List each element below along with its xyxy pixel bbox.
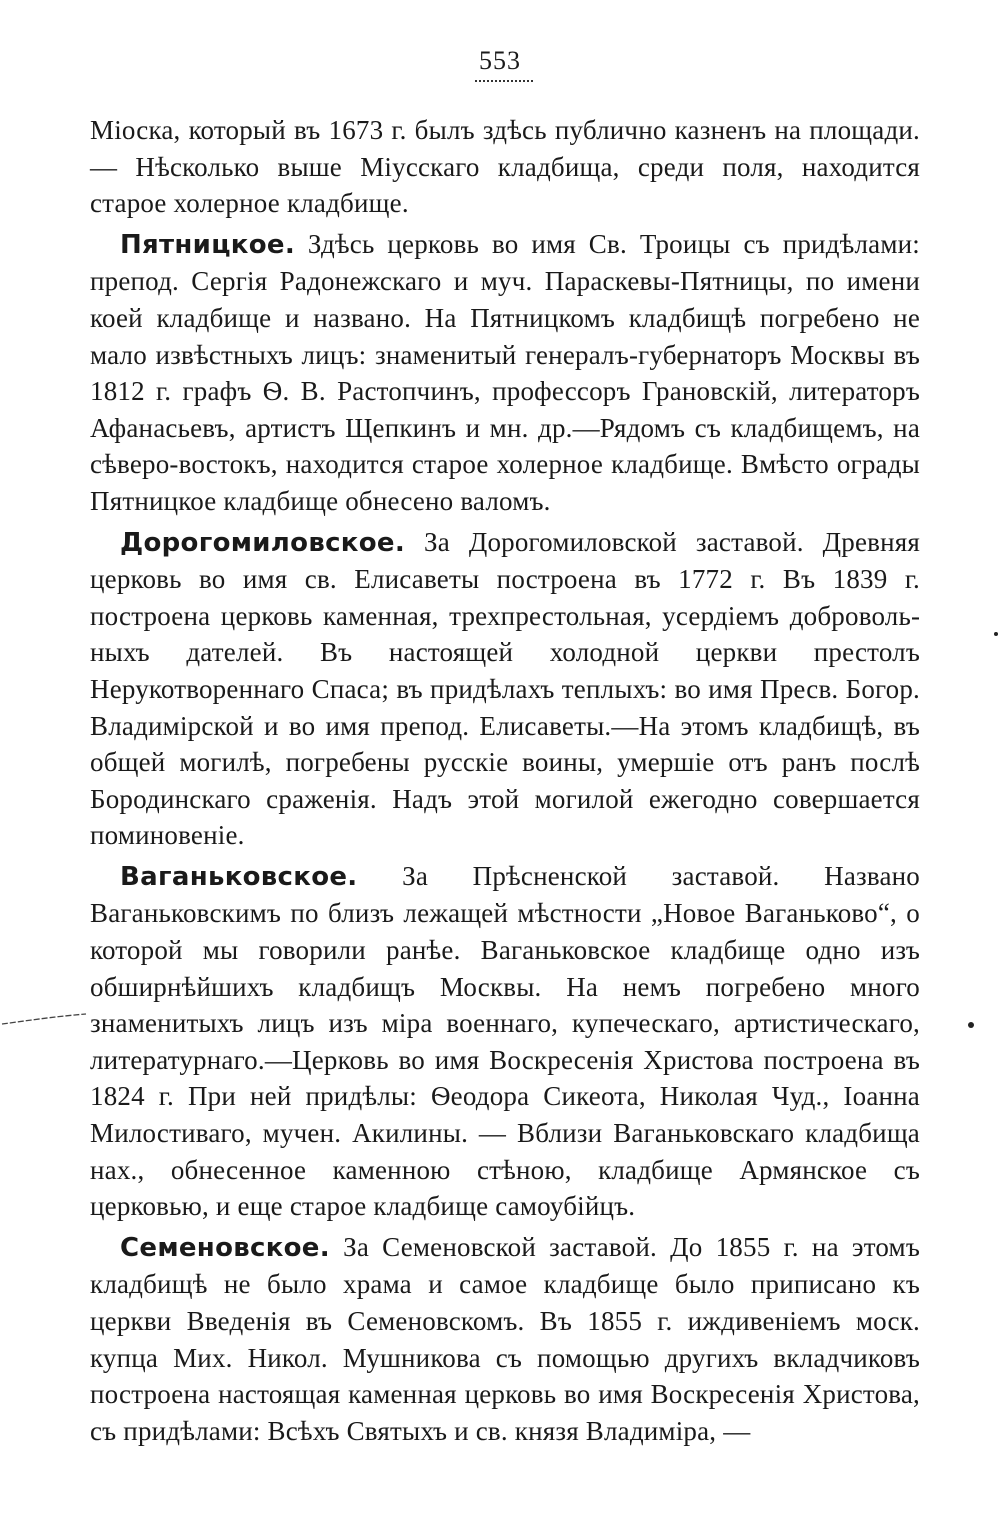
margin-ink-dot	[968, 1022, 974, 1028]
section-heading-dorogomilovskoe: Дорогомиловское.	[120, 527, 405, 558]
paragraph-semenovskoe	[90, 1229, 920, 1450]
paragraph-pyatnitskoe	[90, 226, 920, 520]
paragraph-text: За Семеновской заставой. До 1855 г. на этомъ кладбищѣ не было храма и самое кладбище было приписано къ церкви Введенія въ Семеновскомъ. Въ 1855 г. иждивеніемъ моск. купца Мих. Никол. Мушникова съ помощью другихъ вкладчиковъ построена настоящая каменная церковь во имя Воскресенія Христова, съ придѣлами: Всѣхъ Святыхъ и св. князя Владиміра, —	[90, 1231, 920, 1446]
page-number-rule	[475, 80, 533, 82]
paragraph-text: Здѣсь церковь во имя Св. Троицы съ придѣлами: препод. Сергія Радонежскаго и муч. Параскевы-Пятницы, по имени коей кладбище и названо. На Пятницкомъ кладбищѣ погребено не мало извѣстныхъ лицъ: знаменитый генералъ-губернаторъ Москвы въ 1812 г. графъ Ѳ. В. Растопчинъ, профессоръ Грановскій, литераторъ Афанасьевъ, артистъ Щепкинъ и мн. др.—Рядомъ съ кладбищемъ, на сѣверо-востокъ, находится старое холерное кладбище. Вмѣсто ограды Пятницкое кладбище обнесено валомъ.	[90, 228, 920, 516]
section-heading-pyatnitskoe: Пятницкое.	[120, 229, 295, 260]
page-number: 553	[479, 46, 521, 75]
paragraph-dorogomilovskoe	[90, 524, 920, 854]
pencil-stroke-mark	[0, 1012, 88, 1026]
paragraph-text: За Дорогомиловской заставой. Древняя церковь во имя св. Елисаветы построена въ 1772 г. Въ 1839 г. построена церковь каменная, трехпрестольная, усердіемъ добровольныхъ дателей. Въ настоящей холодной церкви престолъ Нерукотвореннаго Спаса; въ придѣлахъ теплыхъ: во имя Пресв. Богор. Владимірской и во имя препод. Елисаветы.—На этомъ кладбищѣ, въ общей могилѣ, погребены русскіе воины, умершіе отъ ранъ послѣ Бородинскаго сраженія. Надъ этой могилой ежегодно совершается поминовеніе.	[90, 526, 920, 851]
paragraph-text: Міоска, который въ 1673 г. былъ здѣсь публично казненъ на площади. — Нѣсколько выше Міусскаго кладбища, среди поля, находится старое холерное кладбище.	[90, 115, 920, 219]
section-heading-vagankovskoe: Ваганьковское.	[120, 861, 358, 892]
section-heading-semenovskoe: Семеновское.	[120, 1232, 330, 1263]
paragraph-vagankovskoe	[90, 858, 920, 1225]
margin-ink-dot	[994, 632, 998, 636]
body-text	[90, 112, 920, 1453]
paragraph-text: За Прѣсненской заставой. Названо Ваганьковскимъ по близъ лежащей мѣстности „Новое Ваганьково“, о которой мы говорили ранѣе. Ваганьковское кладбище одно изъ обширнѣйшихъ кладбищъ Москвы. На немъ погребено много знаменитыхъ лицъ изъ міра военнаго, купеческаго, артистическаго, литературнаго.—Церковь во имя Воскресенія Христова построена въ 1824 г. При ней придѣлы: Ѳеодора Сикеота, Николая Чуд., Іоанна Милостиваго, мучен. Акилины. — Вблизи Ваганьковскаго кладбища нах., обнесенное каменною стѣною, кладбище Армянское съ церковью, и еще старое кладбище самоубійцъ.	[90, 860, 920, 1222]
paragraph-continuation	[90, 112, 920, 222]
